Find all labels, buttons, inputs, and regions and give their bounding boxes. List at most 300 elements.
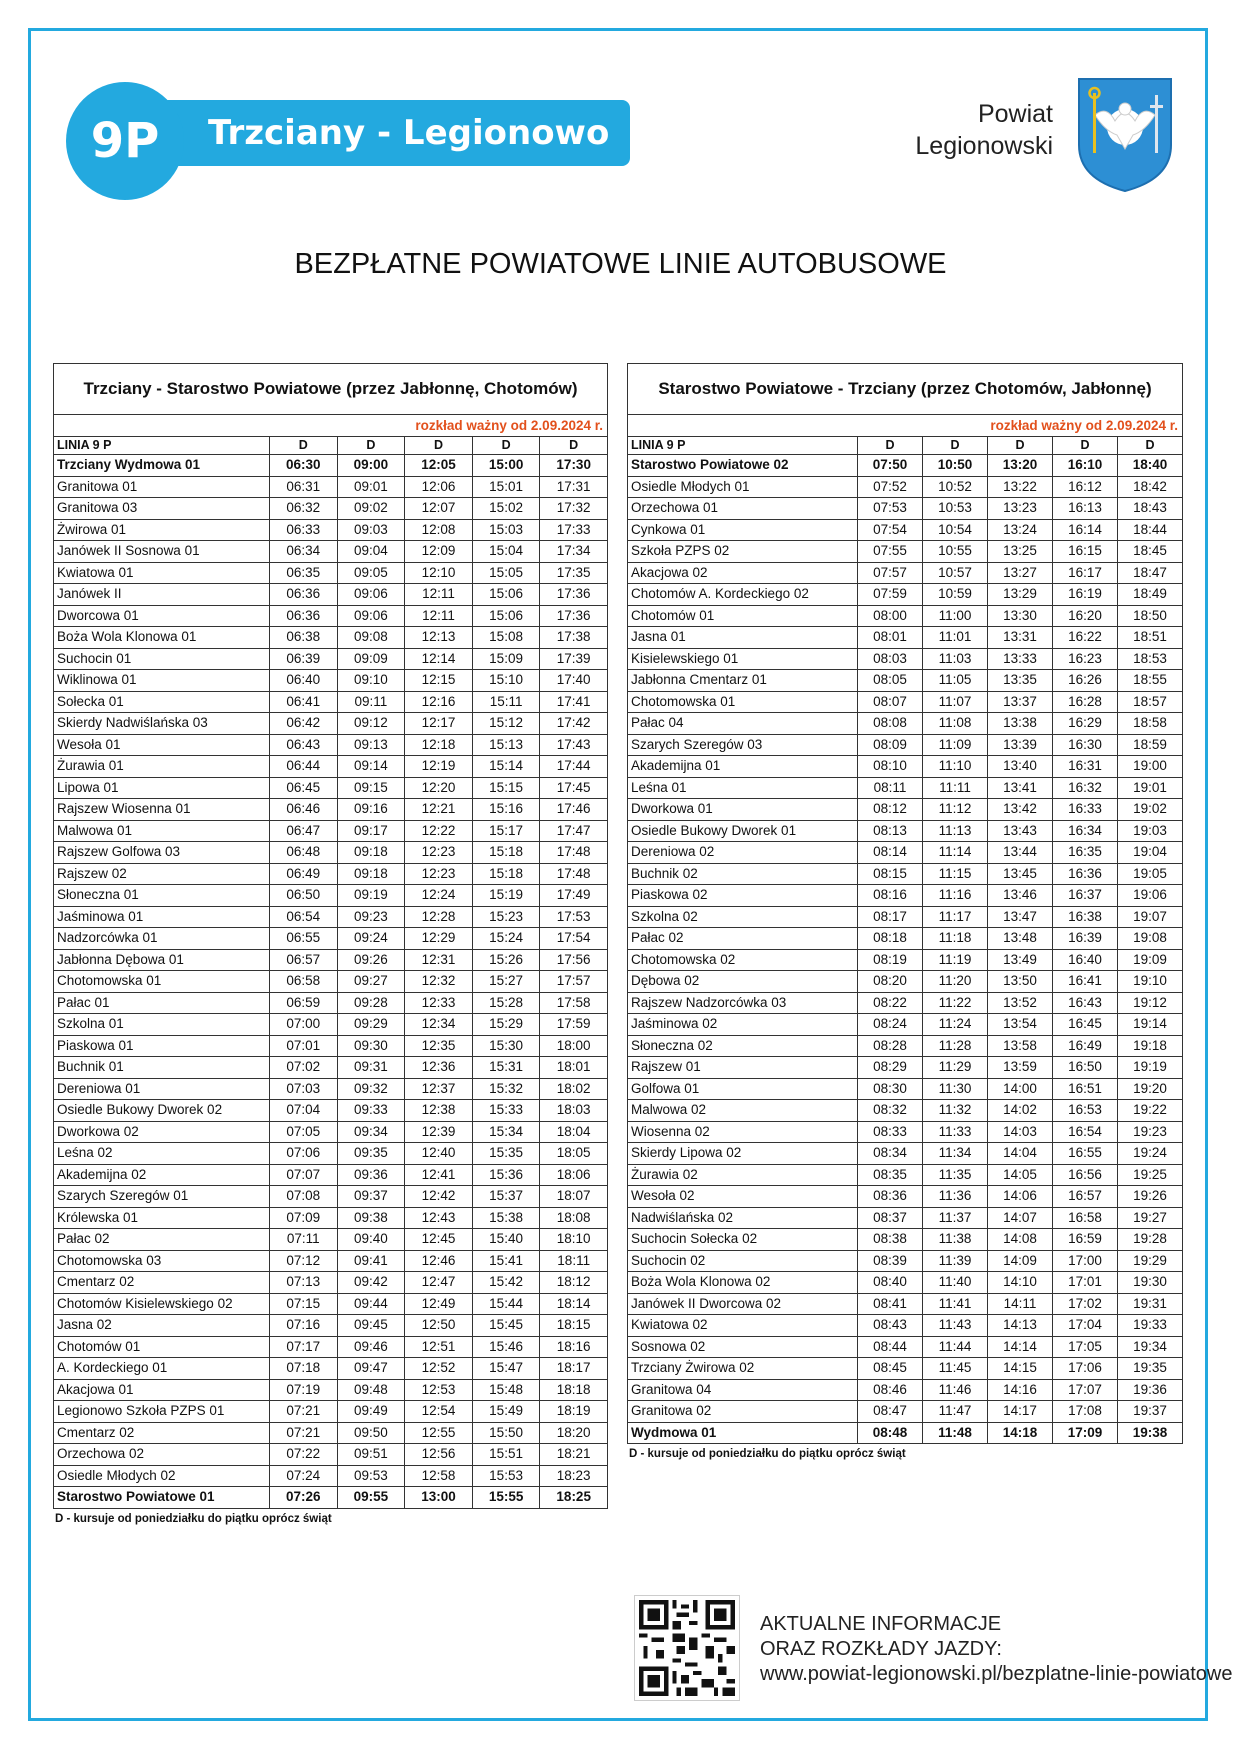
departure-time: 12:41 (405, 1164, 473, 1186)
table-row (628, 756, 1183, 778)
departure-time: 06:58 (270, 971, 338, 993)
departure-time: 19:27 (1118, 1207, 1183, 1229)
departure-time: 15:46 (472, 1336, 540, 1358)
departure-time: 19:01 (1118, 777, 1183, 799)
departure-time: 16:30 (1053, 734, 1118, 756)
departure-time: 11:00 (923, 605, 988, 627)
departure-time: 09:06 (337, 584, 405, 606)
departure-time: 10:59 (923, 584, 988, 606)
departure-time: 15:37 (472, 1186, 540, 1208)
route-name (160, 100, 630, 166)
departure-time: 16:59 (1053, 1229, 1118, 1251)
departure-time: 12:23 (405, 842, 473, 864)
departure-time: 18:10 (540, 1229, 608, 1251)
departure-time: 08:12 (858, 799, 923, 821)
departure-time: 11:43 (923, 1315, 988, 1337)
departure-time: 19:23 (1118, 1121, 1183, 1143)
table-row (54, 1186, 608, 1208)
departure-time: 19:04 (1118, 842, 1183, 864)
table-row (54, 584, 608, 606)
table-row (628, 1035, 1183, 1057)
departure-time: 07:53 (858, 498, 923, 520)
stop-name: A. Kordeckiego 01 (54, 1358, 270, 1380)
stop-name: Trzciany Żwirowa 02 (628, 1358, 858, 1380)
departure-time: 08:10 (858, 756, 923, 778)
departure-time: 16:10 (1053, 455, 1118, 477)
stop-name: Wydmowa 01 (628, 1422, 858, 1444)
departure-time: 18:19 (540, 1401, 608, 1423)
departure-time: 09:55 (337, 1487, 405, 1509)
departure-time: 09:15 (337, 777, 405, 799)
table-row (54, 885, 608, 907)
departure-time: 16:14 (1053, 519, 1118, 541)
departure-time: 17:39 (540, 648, 608, 670)
departure-time: 13:31 (988, 627, 1053, 649)
departure-time: 07:26 (270, 1487, 338, 1509)
table-row (628, 928, 1183, 950)
departure-time: 17:36 (540, 584, 608, 606)
day-type-header: D (405, 437, 473, 455)
table-row (54, 842, 608, 864)
stop-name: Dworcowa 01 (54, 605, 270, 627)
departure-time: 13:49 (988, 949, 1053, 971)
departure-time: 13:25 (988, 541, 1053, 563)
table-row (54, 627, 608, 649)
departure-time: 16:23 (1053, 648, 1118, 670)
departure-time: 18:50 (1118, 605, 1183, 627)
table-row (628, 562, 1183, 584)
departure-time: 12:29 (405, 928, 473, 950)
stop-name: Dębowa 02 (628, 971, 858, 993)
departure-time: 15:02 (472, 498, 540, 520)
departure-time: 19:34 (1118, 1336, 1183, 1358)
departure-time: 18:07 (540, 1186, 608, 1208)
departure-time: 15:50 (472, 1422, 540, 1444)
departure-time: 12:19 (405, 756, 473, 778)
stop-name: Malwowa 02 (628, 1100, 858, 1122)
departure-time: 12:08 (405, 519, 473, 541)
departure-time: 15:40 (472, 1229, 540, 1251)
departure-time: 11:48 (923, 1422, 988, 1444)
departure-time: 13:46 (988, 885, 1053, 907)
departure-time: 13:52 (988, 992, 1053, 1014)
footer-info (760, 1612, 1232, 1687)
departure-time: 09:41 (337, 1250, 405, 1272)
stop-name: Osiedle Młodych 01 (628, 476, 858, 498)
departure-time: 11:16 (923, 885, 988, 907)
stop-name: Rajszew Wiosenna 01 (54, 799, 270, 821)
table-row (628, 1379, 1183, 1401)
departure-time: 11:05 (923, 670, 988, 692)
table-row (628, 1121, 1183, 1143)
departure-time: 17:42 (540, 713, 608, 735)
table-row (54, 476, 608, 498)
departure-time: 15:04 (472, 541, 540, 563)
departure-time: 15:18 (472, 863, 540, 885)
table-row (628, 541, 1183, 563)
table-row (628, 777, 1183, 799)
departure-time: 12:33 (405, 992, 473, 1014)
departure-time: 16:51 (1053, 1078, 1118, 1100)
departure-time: 18:58 (1118, 713, 1183, 735)
departure-time: 16:57 (1053, 1186, 1118, 1208)
departure-time: 11:03 (923, 648, 988, 670)
departure-time: 17:56 (540, 949, 608, 971)
departure-time: 13:43 (988, 820, 1053, 842)
departure-time: 09:12 (337, 713, 405, 735)
departure-time: 18:45 (1118, 541, 1183, 563)
departure-time: 12:10 (405, 562, 473, 584)
departure-time: 17:53 (540, 906, 608, 928)
departure-time: 09:27 (337, 971, 405, 993)
departure-time: 15:10 (472, 670, 540, 692)
departure-time: 08:00 (858, 605, 923, 627)
departure-time: 14:00 (988, 1078, 1053, 1100)
stop-name: Rajszew Nadzorcówka 03 (628, 992, 858, 1014)
departure-time: 13:44 (988, 842, 1053, 864)
departure-time: 15:27 (472, 971, 540, 993)
stop-name: Szkoła PZPS 02 (628, 541, 858, 563)
departure-time: 19:25 (1118, 1164, 1183, 1186)
departure-time: 12:38 (405, 1100, 473, 1122)
departure-time: 09:28 (337, 992, 405, 1014)
stop-name: Dworkowa 01 (628, 799, 858, 821)
route-title: Trzciany - Legionowo (208, 113, 610, 153)
departure-time: 12:54 (405, 1401, 473, 1423)
departure-time: 12:46 (405, 1250, 473, 1272)
table-row (628, 863, 1183, 885)
table-row (628, 1422, 1183, 1444)
stop-name: Granitowa 03 (54, 498, 270, 520)
departure-time: 08:46 (858, 1379, 923, 1401)
table-row (54, 1293, 608, 1315)
departure-time: 18:17 (540, 1358, 608, 1380)
departure-time: 17:54 (540, 928, 608, 950)
departure-time: 18:44 (1118, 519, 1183, 541)
stop-name: Cmentarz 02 (54, 1422, 270, 1444)
departure-time: 09:02 (337, 498, 405, 520)
departure-time: 17:06 (1053, 1358, 1118, 1380)
table-row (54, 799, 608, 821)
departure-time: 09:18 (337, 863, 405, 885)
departure-time: 15:51 (472, 1444, 540, 1466)
table-row (54, 541, 608, 563)
departure-time: 07:21 (270, 1422, 338, 1444)
departure-time: 06:38 (270, 627, 338, 649)
departure-time: 06:57 (270, 949, 338, 971)
departure-time: 17:36 (540, 605, 608, 627)
departure-time: 08:19 (858, 949, 923, 971)
departure-time: 14:06 (988, 1186, 1053, 1208)
departure-time: 15:08 (472, 627, 540, 649)
table-row (54, 1358, 608, 1380)
departure-time: 08:28 (858, 1035, 923, 1057)
departure-time: 19:29 (1118, 1250, 1183, 1272)
departure-time: 06:45 (270, 777, 338, 799)
county-line2: Legionowski (915, 132, 1053, 160)
departure-time: 18:06 (540, 1164, 608, 1186)
departure-time: 15:47 (472, 1358, 540, 1380)
departure-time: 11:29 (923, 1057, 988, 1079)
day-type-header: D (337, 437, 405, 455)
departure-time: 11:08 (923, 713, 988, 735)
departure-time: 17:46 (540, 799, 608, 821)
table-row (628, 1315, 1183, 1337)
departure-time: 16:22 (1053, 627, 1118, 649)
stop-name: Jaśminowa 02 (628, 1014, 858, 1036)
departure-time: 16:20 (1053, 605, 1118, 627)
departure-time: 07:18 (270, 1358, 338, 1380)
stop-name: Sołecka 01 (54, 691, 270, 713)
table-row (54, 1444, 608, 1466)
departure-time: 06:55 (270, 928, 338, 950)
departure-time: 08:20 (858, 971, 923, 993)
stop-name: Wesoła 01 (54, 734, 270, 756)
table-row (628, 605, 1183, 627)
departure-time: 12:32 (405, 971, 473, 993)
departure-time: 19:03 (1118, 820, 1183, 842)
table-row (628, 1207, 1183, 1229)
stop-name: Chotomowska 01 (54, 971, 270, 993)
departure-time: 13:40 (988, 756, 1053, 778)
departure-time: 15:53 (472, 1465, 540, 1487)
departure-time: 15:11 (472, 691, 540, 713)
departure-time: 17:48 (540, 863, 608, 885)
line-badge: 9P (66, 82, 184, 200)
table-row (54, 906, 608, 928)
departure-time: 13:50 (988, 971, 1053, 993)
right-table-title: Starostwo Powiatowe - Trzciany (przez Chotomów, Jabłonnę) (627, 363, 1183, 415)
stop-name: Żwirowa 01 (54, 519, 270, 541)
departure-time: 16:29 (1053, 713, 1118, 735)
departure-time: 07:13 (270, 1272, 338, 1294)
departure-time: 08:43 (858, 1315, 923, 1337)
departure-time: 12:13 (405, 627, 473, 649)
departure-time: 17:01 (1053, 1272, 1118, 1294)
departure-time: 08:41 (858, 1293, 923, 1315)
departure-time: 15:31 (472, 1057, 540, 1079)
table-row (628, 1143, 1183, 1165)
departure-time: 06:42 (270, 713, 338, 735)
departure-time: 06:39 (270, 648, 338, 670)
stop-name: Szkolna 01 (54, 1014, 270, 1036)
table-row (628, 476, 1183, 498)
departure-time: 18:16 (540, 1336, 608, 1358)
departure-time: 19:12 (1118, 992, 1183, 1014)
departure-time: 14:10 (988, 1272, 1053, 1294)
departure-time: 13:59 (988, 1057, 1053, 1079)
departure-time: 12:11 (405, 605, 473, 627)
stop-name: Dereniowa 01 (54, 1078, 270, 1100)
departure-time: 17:05 (1053, 1336, 1118, 1358)
departure-time: 11:34 (923, 1143, 988, 1165)
stop-name: Szkolna 02 (628, 906, 858, 928)
departure-time: 17:41 (540, 691, 608, 713)
footer-info-line2: ORAZ ROZKŁADY JAZDY: (760, 1638, 1002, 1660)
departure-time: 11:15 (923, 863, 988, 885)
stop-name: Orzechowa 02 (54, 1444, 270, 1466)
departure-time: 08:32 (858, 1100, 923, 1122)
departure-time: 11:38 (923, 1229, 988, 1251)
departure-time: 18:25 (540, 1487, 608, 1509)
departure-time: 08:47 (858, 1401, 923, 1423)
departure-time: 11:10 (923, 756, 988, 778)
departure-time: 14:13 (988, 1315, 1053, 1337)
departure-time: 16:15 (1053, 541, 1118, 563)
table-row (54, 648, 608, 670)
departure-time: 08:16 (858, 885, 923, 907)
departure-time: 09:35 (337, 1143, 405, 1165)
departure-time: 09:51 (337, 1444, 405, 1466)
departure-time: 07:00 (270, 1014, 338, 1036)
departure-time: 06:30 (270, 455, 338, 477)
departure-time: 11:22 (923, 992, 988, 1014)
departure-time: 08:07 (858, 691, 923, 713)
departure-time: 08:13 (858, 820, 923, 842)
departure-time: 14:18 (988, 1422, 1053, 1444)
departure-time: 16:12 (1053, 476, 1118, 498)
departure-time: 06:36 (270, 584, 338, 606)
departure-time: 12:17 (405, 713, 473, 735)
table-row (54, 992, 608, 1014)
departure-time: 15:34 (472, 1121, 540, 1143)
departure-time: 13:54 (988, 1014, 1053, 1036)
stop-name: Rajszew Golfowa 03 (54, 842, 270, 864)
table-row (628, 455, 1183, 477)
right-timetable (627, 363, 1183, 1460)
departure-time: 13:39 (988, 734, 1053, 756)
departure-time: 14:15 (988, 1358, 1053, 1380)
stop-name: Żurawia 01 (54, 756, 270, 778)
departure-time: 18:49 (1118, 584, 1183, 606)
departure-time: 08:15 (858, 863, 923, 885)
departure-time: 15:05 (472, 562, 540, 584)
departure-time: 14:16 (988, 1379, 1053, 1401)
departure-time: 12:47 (405, 1272, 473, 1294)
departure-time: 15:48 (472, 1379, 540, 1401)
departure-time: 12:11 (405, 584, 473, 606)
table-row (628, 1078, 1183, 1100)
stop-name: Golfowa 01 (628, 1078, 858, 1100)
departure-time: 12:21 (405, 799, 473, 821)
departure-time: 12:16 (405, 691, 473, 713)
departure-time: 12:37 (405, 1078, 473, 1100)
departure-time: 14:07 (988, 1207, 1053, 1229)
departure-time: 18:00 (540, 1035, 608, 1057)
stop-name: Słoneczna 01 (54, 885, 270, 907)
table-row (628, 713, 1183, 735)
departure-time: 06:49 (270, 863, 338, 885)
departure-time: 16:17 (1053, 562, 1118, 584)
departure-time: 15:49 (472, 1401, 540, 1423)
departure-time: 08:17 (858, 906, 923, 928)
table-row (54, 1315, 608, 1337)
departure-time: 07:22 (270, 1444, 338, 1466)
departure-time: 11:14 (923, 842, 988, 864)
departure-time: 07:54 (858, 519, 923, 541)
departure-time: 19:06 (1118, 885, 1183, 907)
departure-time: 09:37 (337, 1186, 405, 1208)
day-type-header: D (1053, 437, 1118, 455)
departure-time: 08:30 (858, 1078, 923, 1100)
departure-time: 12:15 (405, 670, 473, 692)
departure-time: 16:19 (1053, 584, 1118, 606)
table-row (628, 992, 1183, 1014)
footer-url-link[interactable]: www.powiat-legionowski.pl/bezplatne-linie-powiatowe (760, 1663, 1233, 1685)
departure-time: 08:39 (858, 1250, 923, 1272)
departure-time: 17:38 (540, 627, 608, 649)
stop-name: Skierdy Lipowa 02 (628, 1143, 858, 1165)
departure-time: 11:30 (923, 1078, 988, 1100)
departure-time: 16:53 (1053, 1100, 1118, 1122)
table-row (54, 1057, 608, 1079)
stop-name: Suchocin 01 (54, 648, 270, 670)
departure-time: 09:16 (337, 799, 405, 821)
stop-name: Cynkowa 01 (628, 519, 858, 541)
departure-time: 15:12 (472, 713, 540, 735)
departure-time: 19:36 (1118, 1379, 1183, 1401)
departure-time: 17:31 (540, 476, 608, 498)
departure-time: 17:57 (540, 971, 608, 993)
stop-name: Akademijna 01 (628, 756, 858, 778)
stop-name: Chotomowska 02 (628, 949, 858, 971)
table-row (54, 1100, 608, 1122)
departure-time: 09:19 (337, 885, 405, 907)
table-row (628, 1164, 1183, 1186)
table-row (628, 691, 1183, 713)
departure-time: 06:40 (270, 670, 338, 692)
departure-time: 19:07 (1118, 906, 1183, 928)
departure-time: 15:09 (472, 648, 540, 670)
departure-time: 09:48 (337, 1379, 405, 1401)
departure-time: 07:52 (858, 476, 923, 498)
departure-time: 08:37 (858, 1207, 923, 1229)
departure-time: 06:47 (270, 820, 338, 842)
stop-name: Pałac 02 (54, 1229, 270, 1251)
stop-name: Boża Wola Klonowa 02 (628, 1272, 858, 1294)
departure-time: 07:05 (270, 1121, 338, 1143)
departure-time: 18:47 (1118, 562, 1183, 584)
departure-time: 12:43 (405, 1207, 473, 1229)
departure-time: 19:14 (1118, 1014, 1183, 1036)
table-row (54, 928, 608, 950)
departure-time: 07:16 (270, 1315, 338, 1337)
table-row (54, 713, 608, 735)
departure-time: 09:47 (337, 1358, 405, 1380)
table-row (54, 756, 608, 778)
departure-time: 11:46 (923, 1379, 988, 1401)
departure-time: 06:48 (270, 842, 338, 864)
table-row (54, 1401, 608, 1423)
departure-time: 15:28 (472, 992, 540, 1014)
departure-time: 12:14 (405, 648, 473, 670)
departure-time: 09:42 (337, 1272, 405, 1294)
table-row (54, 455, 608, 477)
departure-time: 07:24 (270, 1465, 338, 1487)
stop-name: Dereniowa 02 (628, 842, 858, 864)
departure-time: 09:36 (337, 1164, 405, 1186)
departure-time: 11:39 (923, 1250, 988, 1272)
line-label: LINIA 9 P (54, 437, 270, 455)
departure-time: 10:53 (923, 498, 988, 520)
stop-name: Skierdy Nadwiślańska 03 (54, 713, 270, 735)
departure-time: 16:33 (1053, 799, 1118, 821)
departure-time: 10:54 (923, 519, 988, 541)
departure-time: 19:08 (1118, 928, 1183, 950)
departure-time: 18:59 (1118, 734, 1183, 756)
departure-time: 14:11 (988, 1293, 1053, 1315)
day-type-header: D (923, 437, 988, 455)
